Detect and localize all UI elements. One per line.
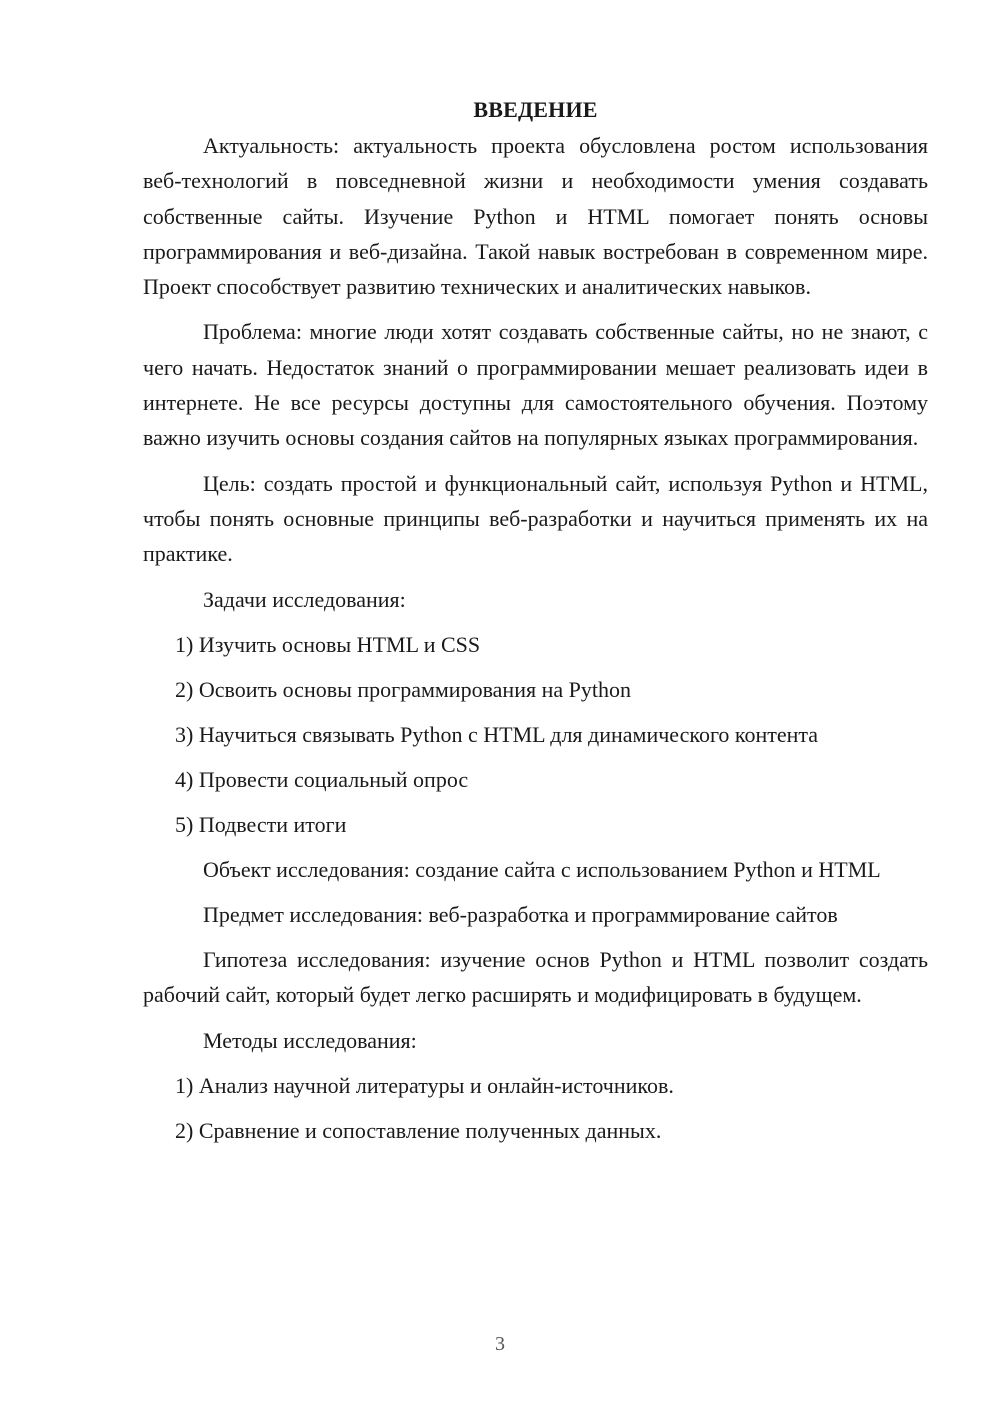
document-page: [143, 92, 928, 1158]
tasks-list: [143, 627, 928, 842]
relevance-paragraph: Актуальность: актуальность проекта обусловлена ростом использования веб-технологий в повседневной жизни и необходимости умения создавать собственные сайты. Изучение Python и HTML помогает понять основы программирования и веб-дизайна. Такой навык востребован в современном мире. Проект способствует развитию технических и аналитических навыков.: [143, 133, 928, 300]
page-number: 3: [495, 1333, 505, 1355]
task-item: 3) Научиться связывать Python с HTML для динамического контента: [175, 721, 819, 747]
problem-paragraph: Проблема: многие люди хотят создавать собственные сайты, но не знают, с чего начать. Недостаток знаний о программировании мешает реализовать идеи в интернете. Не все ресурсы доступны для самостоятельного обучения. Поэтому важно изучить основы создания сайтов на популярных языках программирования.: [143, 319, 928, 451]
tasks-heading: Задачи исследования:: [203, 586, 406, 612]
subject-paragraph: Предмет исследования: веб-разработка и программирование сайтов: [203, 901, 838, 927]
method-item: 2) Сравнение и сопоставление полученных данных.: [175, 1117, 662, 1143]
goal-paragraph: Цель: создать простой и функциональный сайт, используя Python и HTML, чтобы понять основные принципы веб-разработки и научиться применять их на практике.: [143, 470, 928, 567]
hypothesis-paragraph: Гипотеза исследования: изучение основ Python и HTML позволит создать рабочий сайт, который будет легко расширять и модифицировать в будущем.: [143, 947, 928, 1008]
methods-heading: Методы исследования:: [203, 1027, 417, 1053]
task-item: 1) Изучить основы HTML и CSS: [175, 631, 481, 657]
method-item: 1) Анализ научной литературы и онлайн-источников.: [175, 1072, 674, 1098]
task-item: 5) Подвести итоги: [175, 811, 347, 837]
methods-list: [143, 1068, 928, 1148]
task-item: 4) Провести социальный опрос: [175, 766, 469, 792]
object-paragraph: Объект исследования: создание сайта с использованием Python и HTML: [203, 856, 881, 882]
task-item: 2) Освоить основы программирования на Python: [175, 676, 631, 702]
section-title: ВВЕДЕНИЕ: [473, 97, 598, 122]
